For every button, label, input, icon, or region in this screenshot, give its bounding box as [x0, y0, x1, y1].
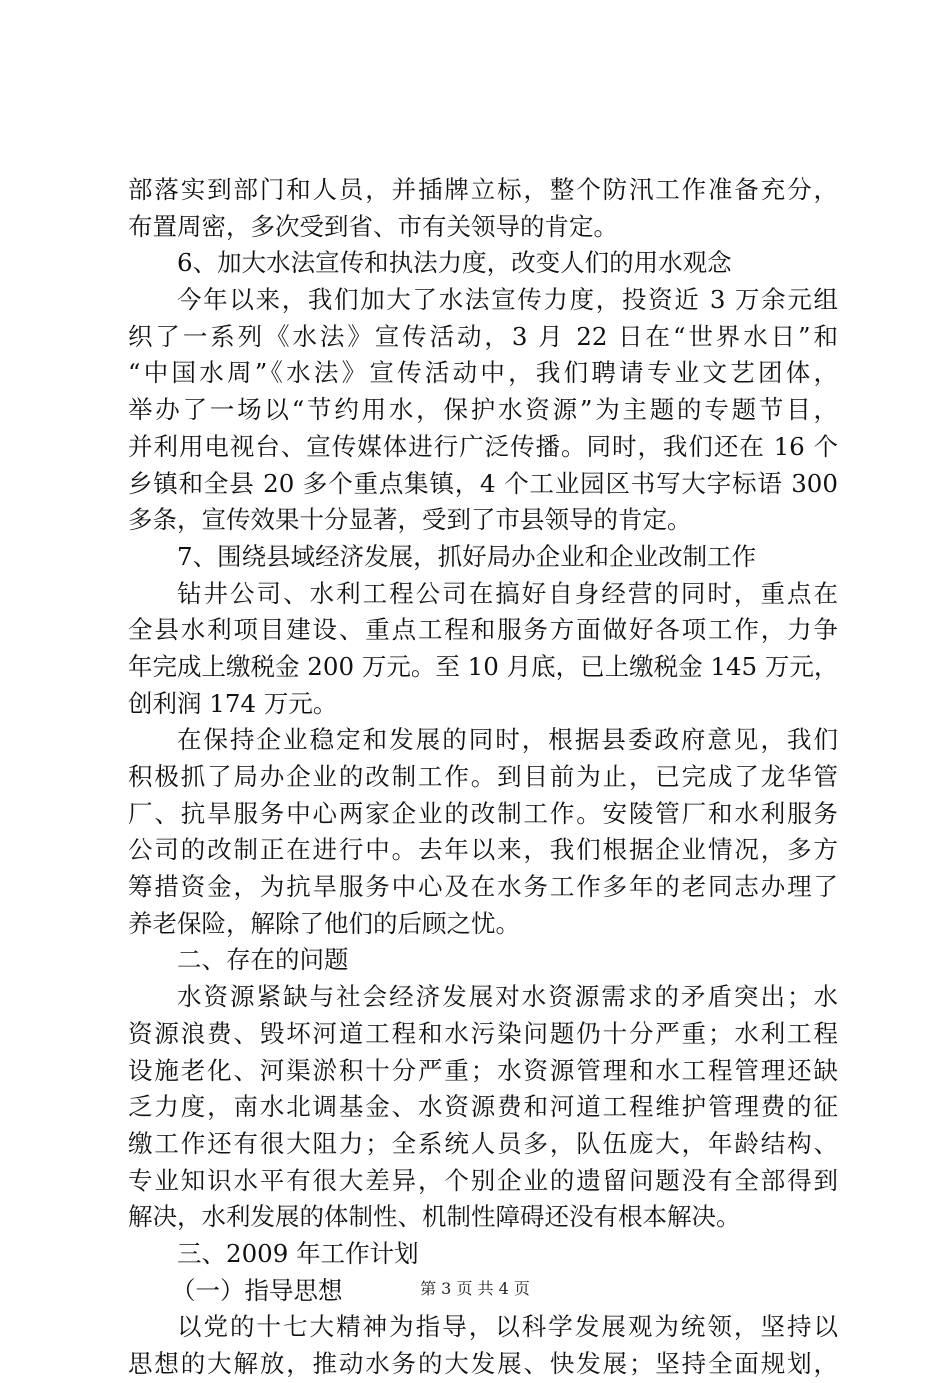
section-heading: 7、围绕县域经济发展，抓好局办企业和企业改制工作: [177, 541, 757, 571]
paragraph-line: 资源浪费、毁坏河道工程和水污染问题仍十分严重；水利工程: [128, 1018, 838, 1048]
section-heading: 三、2009 年工作计划: [177, 1238, 419, 1268]
paragraph-line: 养老保险，解除了他们的后顾之忧。: [128, 908, 520, 938]
paragraph-line: “中国水周”《水法》宣传活动中，我们聘请专业文艺团体，: [128, 358, 838, 388]
section-heading: 二、存在的问题: [177, 945, 349, 975]
paragraph-line: 今年以来，我们加大了水法宣传力度，投资近 3 万余元组: [177, 285, 838, 315]
paragraph-line: 乡镇和全县 20 多个重点集镇，4 个工业园区书写大字标语 300: [128, 468, 838, 498]
paragraph-line: 部落实到部门和人员，并插牌立标，整个防汛工作准备充分，: [128, 175, 838, 204]
paragraph-line: 年完成上缴税金 200 万元。至 10 月底，已上缴税金 145 万元，: [128, 651, 839, 681]
paragraph-line: 以党的十七大精神为指导，以科学发展观为统领，坚持以: [177, 1312, 838, 1342]
paragraph-line: 多条，宣传效果十分显著，受到了市县领导的肯定。: [128, 505, 692, 535]
paragraph-line: 布置周密，多次受到省、市有关领导的肯定。: [128, 211, 618, 241]
subsection-heading: （一）指导思想: [171, 1275, 343, 1305]
paragraph-line: 水资源紧缺与社会经济发展对水资源需求的矛盾突出；水: [177, 982, 838, 1012]
document-body: [128, 172, 838, 1383]
section-heading: 6、加大水法宣传和执法力度，改变人们的用水观念: [177, 248, 732, 278]
page-number-footer: 第 3 页 共 4 页: [420, 1279, 530, 1298]
paragraph-line: 全县水利项目建设、重点工程和服务方面做好各项工作，力争: [128, 615, 838, 645]
paragraph-line: 钻井公司、水利工程公司在搞好自身经营的同时，重点在: [177, 578, 838, 608]
paragraph-line: 创利润 174 万元。: [128, 688, 338, 718]
paragraph-line: 在保持企业稳定和发展的同时，根据县委政府意见，我们: [177, 725, 838, 755]
paragraph-line: 筹措资金，为抗旱服务中心及在水务工作多年的老同志办理了: [128, 872, 838, 902]
paragraph-line: 并利用电视台、宣传媒体进行广泛传播。同时，我们还在 16 个: [128, 431, 838, 461]
paragraph-line: 积极抓了局办企业的改制工作。到目前为止，已完成了龙华管: [128, 762, 838, 791]
paragraph-line: 厂、抗旱服务中心两家企业的改制工作。安陵管厂和水利服务: [128, 798, 838, 828]
paragraph-line: 织了一系列《水法》宣传活动，3 月 22 日在“世界水日”和: [128, 321, 838, 351]
paragraph-line: 思想的大解放，推动水务的大发展、快发展；坚持全面规划，: [128, 1349, 838, 1378]
paragraph-line: 专业知识水平有很大差异，个别企业的遗留问题没有全部得到: [128, 1165, 838, 1195]
paragraph-line: 乏力度，南水北调基金、水资源费和河道工程维护管理费的征: [128, 1092, 838, 1122]
paragraph-line: 设施老化、河渠淤积十分严重；水资源管理和水工程管理还缺: [128, 1055, 838, 1085]
paragraph-line: 解决，水利发展的体制性、机制性障碍还没有根本解决。: [128, 1202, 741, 1232]
paragraph-line: 缴工作还有很大阻力；全系统人员多，队伍庞大，年龄结构、: [128, 1128, 838, 1158]
paragraph-line: 举办了一场以“节约用水，保护水资源”为主题的专题节目，: [128, 395, 838, 425]
paragraph-line: 公司的改制正在进行中。去年以来，我们根据企业情况，多方: [128, 835, 838, 865]
